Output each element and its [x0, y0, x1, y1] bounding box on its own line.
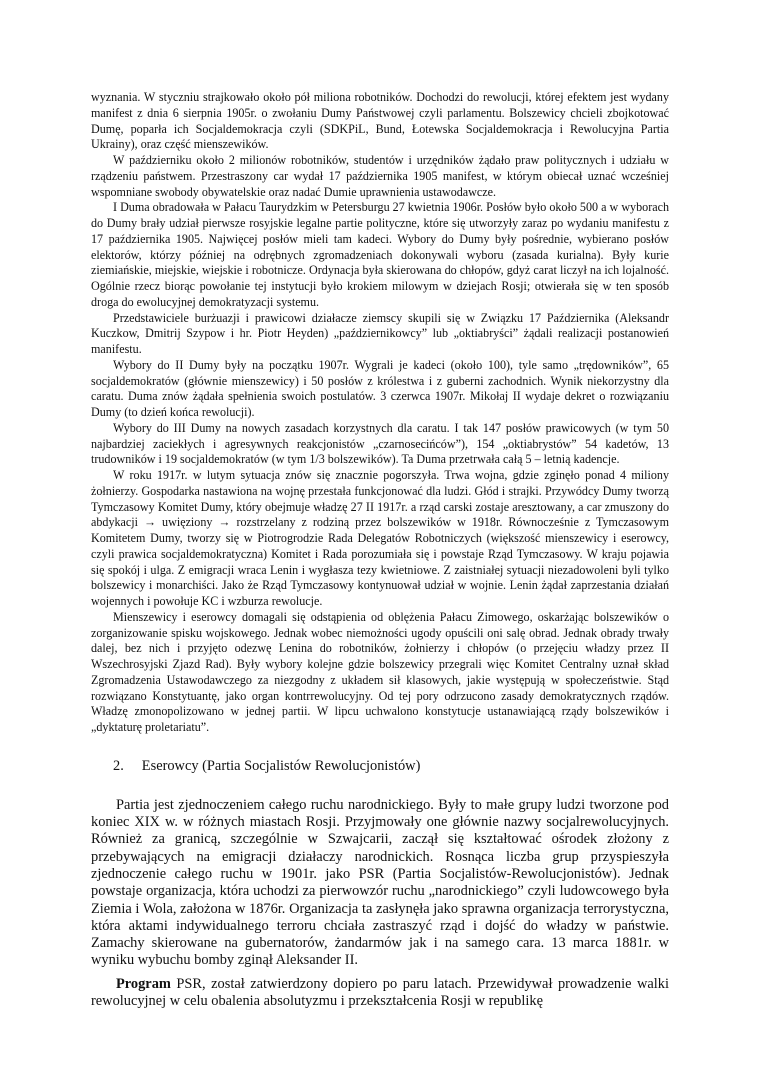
- paragraph-psr-intro: [91, 797, 669, 970]
- paragraph-program: [91, 976, 669, 1011]
- paragraph-text: PSR, został zatwierdzony dopiero po paru latach. Przewidywał prowadzenie walki rewolucyjnej w celu obalenia absolutyzmu i przekształcenia Rosji w republikę: [91, 975, 669, 1010]
- section-title: Eserowcy (Partia Socjalistów Rewolucjonistów): [141, 757, 421, 774]
- section-heading: [113, 758, 669, 775]
- paragraph-text: Partia jest zjednoczeniem całego ruchu narodnickiego. Były to małe grupy ludzi tworzone pod koniec XIX w. w różnych miastach Rosji. Przyjmowały one głównie nazwy socjalrewolucyjnych. Również za granicą, szczególnie w Szwajcarii, zaczął się kształtować ośrodek złożony z przebywających na emigracji działaczy narodnickich. Rosnąca liczba grup przyspieszyła zjednoczenie całego ruchu w 1901r. jako PSR (Partia Socjalistów-Rewolucjonistów). Jednak powstaje organizacja, która uchodzi za pierwowzór ruchu „narodnickiego” czyli ludowcowego była Ziemia i Wola, założona w 1876r. Organizacja ta zasłynęła jako sprawna organizacja terrorystyczna, która aktami indywidualnego terroru chciała zastraszyć rząd i dojść do władzy w państwie. Zamachy skierowane na gubernatorów, żandarmów jak i na samego cara. 13 marca 1881r. w wyniku wybuchu bomby zginął Aleksander II.: [91, 796, 669, 969]
- paragraph-3: I Duma obradowała w Pałacu Taurydzkim w Petersburgu 27 kwietnia 1906r. Posłów było około 500 a w wyborach do Dumy brały udział pierwsze rosyjskie legalne partie polityczne, które się utworzyły zaraz po wydaniu manifestu z 17 października 1905. Najwięcej posłów mieli tam kadeci. Wybory do Dumy były pośrednie, wybierano posłów elektorów, którzy później na odrębnych zgromadzeniach dokonywali wyboru (zasada kurialna). Były kurie ziemiańskie, miejskie, wiejskie i robotnicze. Ordynacja była skierowana do chłopów, gdyż carat liczył na ich lojalność. Ogólnie rzecz biorąc powołanie tej instytucji było krokiem milowym w dziejach Rosji; otwierała się w ten sposób droga do ewolucyjnej demokratyzacji systemu.: [91, 200, 669, 309]
- paragraph-5: Wybory do II Dumy były na początku 1907r. Wygrali je kadeci (około 100), tyle samo „trędowników”, 65 socjaldemokratów (głównie mienszewicy) i 50 posłów z królestwa i z guberni zachodnich. Wynik niekorzystny dla caratu. Duma znów żądała spełnienia swoich postulatów. 3 czerwca 1907r. Mikołaj II wydaje dekret o rozwiązaniu Dumy (to dzień końca rewolucji).: [91, 357, 669, 419]
- document-page: [91, 90, 669, 1010]
- section-number: 2.: [113, 757, 124, 774]
- bold-lead-program: Program: [116, 975, 171, 992]
- paragraph-4: Przedstawiciele burżuazji i prawicowi działacze ziemscy skupili się w Związku 17 Października (Aleksandr Kuczkow, Dmitrij Szypow i hr. Piotr Heyden) „październikowcy” lub „oktiabryści” żądali realizacji postanowień manifestu.: [91, 310, 669, 356]
- large-text-block: [91, 797, 669, 1011]
- paragraph-1: wyznania. W styczniu strajkowało około pół miliona robotników. Dochodzi do rewolucji, której efektem jest wydany manifest z dnia 6 sierpnia 1905r. o zwołaniu Dumy Państwowej czyli parlamentu. Bolszewicy chcieli zbojkotować Dumę, poparła ich Socjaldemokracja czyli (SDKPiL, Bund, Łotewska Socjaldemokracja i Rewolucyjna Partia Ukrainy), oraz część mienszewików.: [91, 90, 669, 152]
- paragraph-6: Wybory do III Dumy na nowych zasadach korzystnych dla caratu. I tak 147 posłów prawicowych (w tym 50 najbardziej zaciekłych i agresywnych reakcjonistów „czarnosecińców”), 154 „oktiabrystów” 54 kadetów, 13 trudowników i 19 socjaldemokratów (w tym 1/3 bolszewików). Ta Duma przetrwała całą 5 – letnią kadencje.: [91, 420, 669, 467]
- small-text-block: [91, 90, 669, 736]
- paragraph-8: Mienszewicy i eserowcy domagali się odstąpienia od oblężenia Pałacu Zimowego, oskarżając bolszewików o zorganizowanie spisku wojskowego. Jednak wobec niemożności ugody opuścili oni salę obrad. Jednak obrady trwały dalej, bez nich i przyjęto odezwę Lenina do robotników, żołnierzy i chłopów (o przejęciu władzy przez II Wszechrosyjski Zjazd Rad). Były wybory kolejne gdzie bolszewicy przegrali więc Komitet Centralny uznał skład Zgromadzenia Ustawodawczego za niezgodny z układem sił klasowych, jakie występują w społeczeństwie. Stąd rozwiązano Konstytuantę, jako organ kontrrewolucyjny. Od tej pory odrzucono zasady demokratycznych rządów. Władzę zmonopolizowano w jednej partii. W lipcu uchwalono konstytucje ustanawiającą rządy bolszewików i „dyktaturę proletariatu”.: [91, 609, 669, 734]
- paragraph-2: W październiku około 2 milionów robotników, studentów i urzędników żądało praw politycznych i udziału w rządzeniu państwem. Przestraszony car wydał 17 października 1905 manifest, w którym obiecał uznać wcześniej wspomniane swobody obywatelskie oraz nadać Dumie uprawnienia ustawodawcze.: [91, 153, 669, 199]
- paragraph-7: W roku 1917r. w lutym sytuacja znów się znacznie pogorszyła. Trwa wojna, gdzie zginęło ponad 4 miliony żołnierzy. Gospodarka nastawiona na wojnę przestała funkcjonować dla ludzi. Głód i strajki. Przywódcy Dumy tworzą Tymczasowy Komitet Dumy, który obejmuje władzę 27 II 1917r. a rząd carski zostaje aresztowany, a car zmuszony do abdykacji → uwięziony → rozstrzelany z rodziną przez bolszewików w 1918r. Równocześnie z Tymczasowym Komitetem Dumy, tworzy się w Piotrogrodzie Rada Delegatów Robotniczych (większość mienszewicy i eserowcy, czyli prawica socjaldemokratyczna) Komitet i Rada porozumiała się i powstaje Rząd Tymczasowy. W kraju pojawia się spokój i ulga. Z emigracji wraca Lenin i wygłasza tezy kwietniowe. Z zaistniałej sytuacji niezadowoleni byli tylko bolszewicy i monarchiści. Jako że Rząd Tymczasowy kontynuował udział w wojnie. Lenin żądał zaprzestania działań wojennych i powołuje KC i wzburza rewolucje.: [91, 468, 669, 608]
